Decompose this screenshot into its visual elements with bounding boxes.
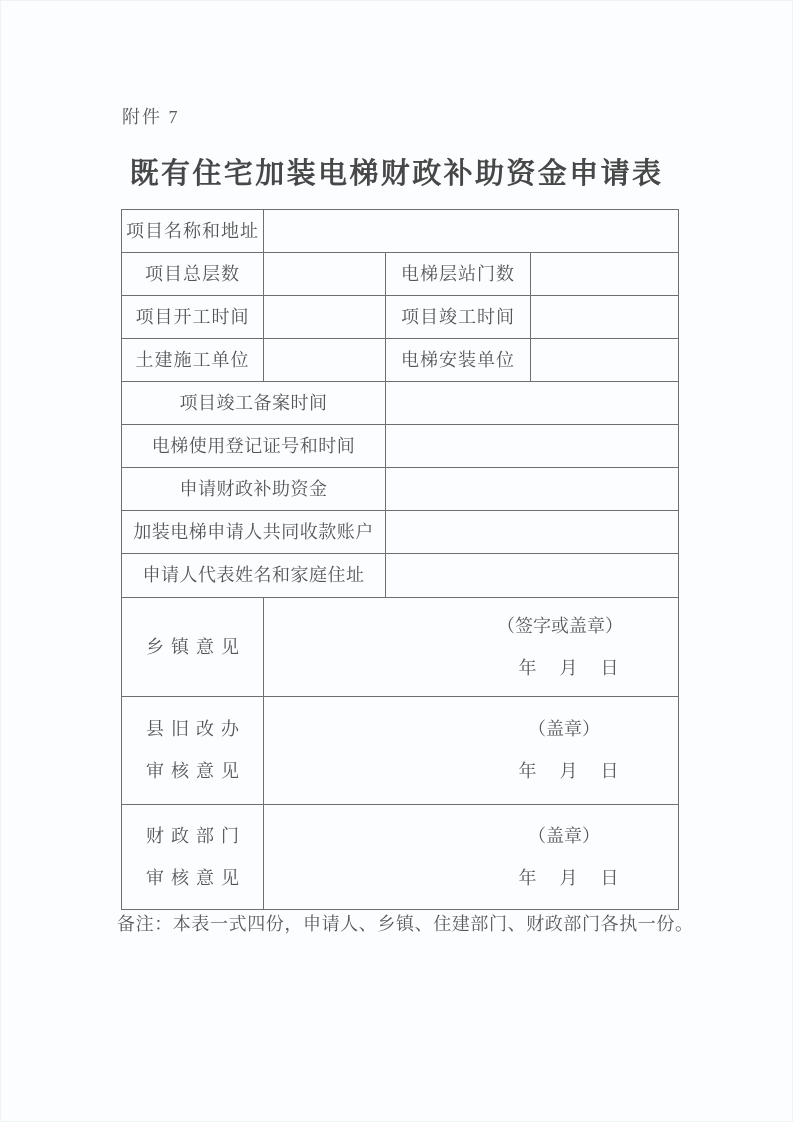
total-floors-value-cell	[264, 253, 386, 296]
row-registration	[122, 425, 679, 468]
township-date-placeholder: 年 月 日	[518, 657, 622, 678]
row-county-review	[122, 697, 679, 805]
representative-name-address-value-cell	[386, 554, 679, 598]
page-title: 既有住宅加装电梯财政补助资金申请表	[129, 158, 664, 190]
finance-date-placeholder: 年 月 日	[518, 867, 622, 888]
elevator-installation-unit-value-cell	[531, 339, 679, 382]
township-opinion-label: 乡镇意见	[122, 598, 264, 697]
row-filing-time	[122, 382, 679, 425]
row-times	[122, 296, 679, 339]
row-account	[122, 511, 679, 554]
total-floors-label: 项目总层数	[122, 253, 264, 296]
project-name-value-cell	[264, 210, 679, 253]
row-finance-review	[122, 805, 679, 910]
row-floors	[122, 253, 679, 296]
county-date-placeholder: 年 月 日	[518, 761, 622, 781]
finance-review-cell	[264, 805, 679, 910]
completion-time-label: 项目竣工时间	[386, 296, 531, 339]
completion-filing-time-label: 项目竣工备案时间	[122, 382, 386, 425]
elevator-installation-unit-label: 电梯安装单位	[386, 339, 531, 382]
row-representative	[122, 554, 679, 598]
completion-time-value-cell	[531, 296, 679, 339]
footer-note: 备注：本表一式四份，申请人、乡镇、住建部门、财政部门各执一份。	[117, 914, 694, 934]
civil-construction-unit-value-cell	[264, 339, 386, 382]
usage-registration-label: 电梯使用登记证号和时间	[122, 425, 386, 468]
attachment-label: 附件 7	[122, 107, 180, 127]
county-office-review-label	[122, 697, 264, 805]
project-name-label: 项目名称和地址	[122, 210, 264, 253]
county-review-cell	[264, 697, 679, 805]
representative-name-address-label: 申请人代表姓名和家庭住址	[122, 554, 386, 598]
elevator-stops-value-cell	[531, 253, 679, 296]
township-opinion-cell	[264, 598, 679, 697]
completion-filing-time-value-cell	[386, 382, 679, 425]
joint-account-value-cell	[386, 511, 679, 554]
row-township-opinion	[122, 598, 679, 697]
finance-label-line1: 财政部门	[146, 825, 246, 846]
county-office-label-line2: 审核意见	[146, 761, 246, 781]
subsidy-amount-label: 申请财政补助资金	[122, 468, 386, 511]
start-time-value-cell	[264, 296, 386, 339]
county-stamp-hint: （盖章）	[528, 719, 601, 739]
start-time-label: 项目开工时间	[122, 296, 264, 339]
joint-account-label: 加装电梯申请人共同收款账户	[122, 511, 386, 554]
row-subsidy	[122, 468, 679, 511]
application-table	[121, 209, 679, 910]
civil-construction-unit-label: 土建施工单位	[122, 339, 264, 382]
row-units	[122, 339, 679, 382]
usage-registration-value-cell	[386, 425, 679, 468]
finance-stamp-hint: （盖章）	[528, 825, 601, 846]
row-project-name	[122, 210, 679, 253]
finance-label-line2: 审核意见	[146, 867, 246, 888]
subsidy-amount-value-cell	[386, 468, 679, 511]
county-office-label-line1: 县旧改办	[146, 719, 246, 739]
township-signature-stamp-hint: （签字或盖章）	[497, 615, 624, 636]
elevator-stops-label: 电梯层站门数	[386, 253, 531, 296]
finance-department-review-label	[122, 805, 264, 910]
